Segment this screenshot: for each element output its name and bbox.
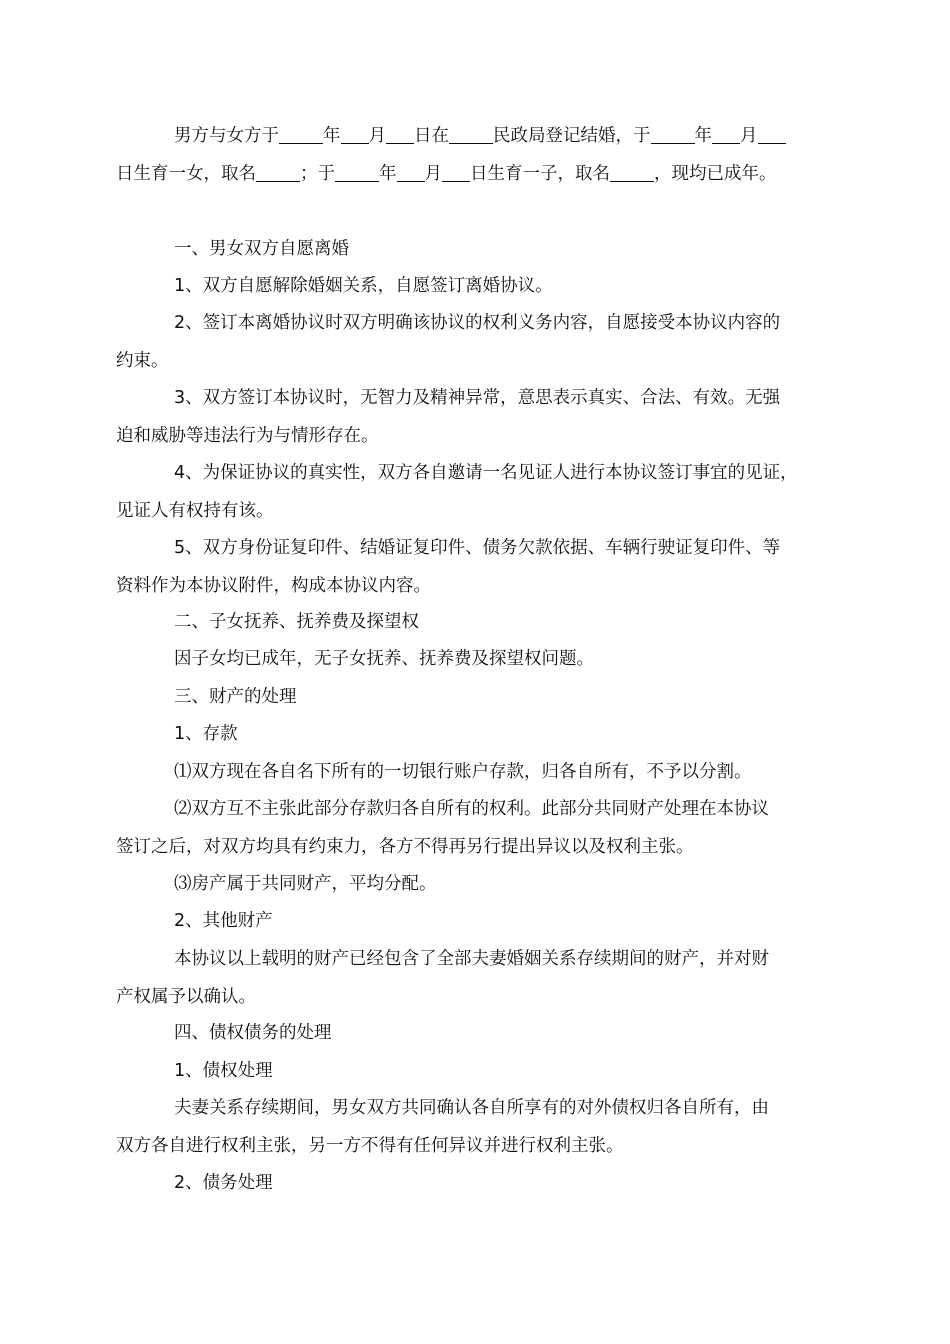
- fill-blank[interactable]: [651, 126, 695, 145]
- clause-paragraph: 5、双方身份证复印件、结婚证复印件、债务欠款依据、车辆行驶证复印件、等 资料作为本协议附件，构成本协议内容。: [116, 538, 781, 596]
- clause-paragraph: ⑴双方现在各自名下所有的一切银行账户存款，归各自所有，不予以分割。: [174, 762, 752, 782]
- section-heading: 二、子女抚养、抚养费及探望权: [174, 612, 419, 632]
- clause-paragraph: 2、其他财产: [174, 911, 273, 931]
- fill-blank[interactable]: [442, 163, 470, 182]
- intro-paragraph: [116, 118, 844, 193]
- section-heading: 四、债权债务的处理: [174, 1023, 332, 1043]
- clause-paragraph: 4、为保证协议的真实性，双方各自邀请一名见证人进行本协议签订事宜的见证， 见证人有权持有该。: [116, 463, 798, 521]
- clause-paragraph: 3、双方签订本协议时，无智力及精神异常，意思表示真实、合法、有效。无强 迫和威胁等违法行为与情形存在。: [116, 388, 781, 446]
- fill-blank[interactable]: [758, 126, 786, 145]
- fill-blank[interactable]: [279, 126, 323, 145]
- fill-blank[interactable]: [335, 163, 379, 182]
- clause-paragraph: 1、双方自愿解除婚姻关系，自愿签订离婚协议。: [174, 276, 553, 296]
- fill-blank[interactable]: [712, 126, 740, 145]
- intro-line-2: 日生育一女，取名 ；于 年 月 日生育一子，取名 ，现均已成年。: [116, 163, 777, 184]
- clause-paragraph: 本协议以上载明的财产已经包含了全部夫妻婚姻关系存续期间的财产，并对财 产权属予以确认。: [116, 949, 769, 1007]
- clause-paragraph: 夫妻关系存续期间，男女双方共同确认各自所享有的对外债权归各自所有，由 双方各自进行权利主张，另一方不得有任何异议并进行权利主张。: [116, 1098, 769, 1156]
- fill-blank[interactable]: [256, 163, 300, 182]
- clause-paragraph: ⑵双方互不主张此部分存款归各自所有的权利。此部分共同财产处理在本协议 签订之后，对双方均具有约束力，各方不得再另行提出异议以及权利主张。: [116, 799, 769, 857]
- clause-paragraph: 因子女均已成年，无子女抚养、抚养费及探望权问题。: [174, 649, 594, 669]
- fill-blank[interactable]: [449, 126, 493, 145]
- clause-paragraph: 1、债权处理: [174, 1061, 273, 1081]
- intro-line-1: 男方与女方于 年 月 日在 民政局登记结婚，于 年 月: [116, 118, 844, 156]
- fill-blank[interactable]: [610, 163, 654, 182]
- clause-paragraph: 1、存款: [174, 724, 238, 744]
- fill-blank[interactable]: [397, 163, 425, 182]
- fill-blank[interactable]: [386, 126, 414, 145]
- clause-paragraph: 2、签订本离婚协议时双方明确该协议的权利义务内容，自愿接受本协议内容的 约束。: [116, 313, 781, 371]
- fill-blank[interactable]: [341, 126, 369, 145]
- clause-paragraph: ⑶房产属于共同财产，平均分配。: [174, 874, 437, 894]
- clause-paragraph: 2、债务处理: [174, 1173, 273, 1193]
- section-heading: 一、男女双方自愿离婚: [174, 239, 349, 259]
- section-heading: 三、财产的处理: [174, 687, 297, 707]
